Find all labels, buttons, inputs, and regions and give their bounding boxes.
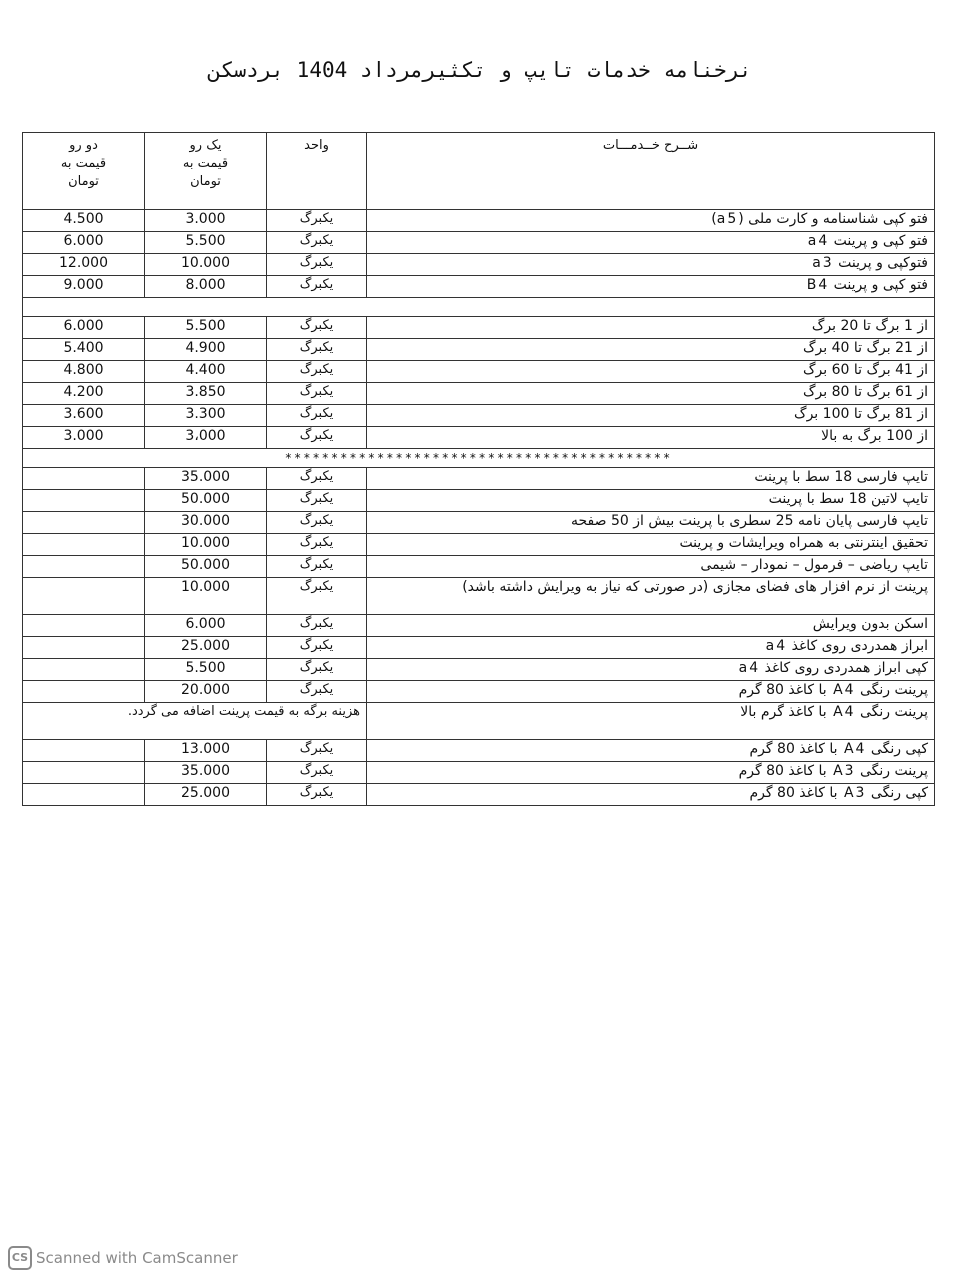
table-row (23, 762, 935, 784)
row-single-price: 10.000 (145, 578, 267, 615)
row-description: پرینت از نرم افزار های فضای مجازی (در صورتی که نیاز به ویرایش داشته باشد) (367, 578, 935, 615)
row-double-price (23, 784, 145, 806)
row-description: فتو کپی شناسنامه و کارت ملی (a5) (367, 210, 935, 232)
row-double-price (23, 740, 145, 762)
row-double-price: 9.000 (23, 276, 145, 298)
table-row (23, 534, 935, 556)
row-unit: یکبرگ (267, 427, 367, 449)
table-row (23, 659, 935, 681)
table-row (23, 383, 935, 405)
row-single-price: 10.000 (145, 534, 267, 556)
header-single-sided: یک رو قیمت به تومان (145, 133, 267, 210)
tier-rows (23, 317, 935, 449)
table-row (23, 615, 935, 637)
row-description: از 41 برگ تا 60 برگ (367, 361, 935, 383)
row-unit: یکبرگ (267, 339, 367, 361)
table-row (23, 361, 935, 383)
row-double-price: 4.800 (23, 361, 145, 383)
row-unit: یکبرگ (267, 762, 367, 784)
row-single-price: 50.000 (145, 490, 267, 512)
copy-rows (23, 210, 935, 298)
row-unit: یکبرگ (267, 317, 367, 339)
row-description: تایپ فارسی پایان نامه 25 سطری با پرینت بیش از 50 صفحه (367, 512, 935, 534)
row-unit: یکبرگ (267, 383, 367, 405)
row-description: تایپ لاتین 18 سط با پرینت (367, 490, 935, 512)
row-single-price: 25.000 (145, 784, 267, 806)
row-unit: یکبرگ (267, 740, 367, 762)
row-double-price: 4.200 (23, 383, 145, 405)
row-description: از 21 برگ تا 40 برگ (367, 339, 935, 361)
camscanner-watermark (8, 1246, 238, 1270)
row-description: کپی رنگی A3 با کاغذ 80 گرم (367, 784, 935, 806)
row-unit: یکبرگ (267, 276, 367, 298)
watermark-text: Scanned with CamScanner (36, 1249, 238, 1267)
service-rows (23, 468, 935, 703)
row-unit: یکبرگ (267, 512, 367, 534)
table-row (23, 490, 935, 512)
table-row (23, 681, 935, 703)
row-unit: یکبرگ (267, 254, 367, 276)
header-description: شــرح خــدمـــات (367, 133, 935, 210)
row-double-price (23, 762, 145, 784)
row-double-price: 3.000 (23, 427, 145, 449)
row-double-price (23, 637, 145, 659)
table-row (23, 637, 935, 659)
row-single-price: 3.000 (145, 210, 267, 232)
row-double-price: 3.600 (23, 405, 145, 427)
table-row (23, 468, 935, 490)
row-unit: یکبرگ (267, 637, 367, 659)
row-double-price (23, 659, 145, 681)
spacer-row (23, 298, 935, 317)
table-row (23, 339, 935, 361)
row-single-price: 3.300 (145, 405, 267, 427)
row-description: ابراز همدردی روی کاغذ a4 (367, 637, 935, 659)
row-single-price: 13.000 (145, 740, 267, 762)
table-row (23, 232, 935, 254)
table-row (23, 276, 935, 298)
header-unit: واحد (267, 133, 367, 210)
row-single-price: 10.000 (145, 254, 267, 276)
row-single-price: 5.500 (145, 232, 267, 254)
row-double-price (23, 468, 145, 490)
row-unit: یکبرگ (267, 468, 367, 490)
row-unit: یکبرگ (267, 232, 367, 254)
row-single-price: 5.500 (145, 659, 267, 681)
row-single-price: 3،000 (145, 427, 267, 449)
row-description: فتوکپی و پرینت a3 (367, 254, 935, 276)
row-unit: یکبرگ (267, 659, 367, 681)
color-rows (23, 740, 935, 806)
price-table (22, 132, 935, 806)
row-single-price: 35.000 (145, 468, 267, 490)
table-row (23, 740, 935, 762)
row-double-price (23, 681, 145, 703)
row-double-price: 4.500 (23, 210, 145, 232)
row-unit: یکبرگ (267, 534, 367, 556)
row-single-price: 30.000 (145, 512, 267, 534)
row-description: فتو کپی و پرینت a4 (367, 232, 935, 254)
row-description: فتو کپی و پرینت B4 (367, 276, 935, 298)
row-single-price: 6.000 (145, 615, 267, 637)
row-double-price: 6.000 (23, 317, 145, 339)
row-single-price: 8.000 (145, 276, 267, 298)
table-row (23, 405, 935, 427)
heavy-paper-description: پرینت رنگی A4 با کاغذ گرم بالا (367, 703, 935, 740)
row-double-price (23, 534, 145, 556)
row-description: تایپ ریاضی – فرمول – نمودار – شیمی (367, 556, 935, 578)
row-unit: یکبرگ (267, 681, 367, 703)
row-description: از 1 برگ تا 20 برگ (367, 317, 935, 339)
row-single-price: 35.000 (145, 762, 267, 784)
row-description: اسکن بدون ویرایش (367, 615, 935, 637)
row-description: تحقیق اینترنتی به همراه ویرایشات و پرینت (367, 534, 935, 556)
table-row (23, 512, 935, 534)
page-title: نرخنامه خدمات تایپ و تکثیرمرداد 1404 بردسکن (208, 58, 752, 82)
row-unit: یکبرگ (267, 615, 367, 637)
heavy-paper-note: هزینه برگه به قیمت پرینت اضافه می گردد. (23, 703, 367, 740)
row-description: کپی رنگی A4 با کاغذ 80 گرم (367, 740, 935, 762)
row-description: پرینت رنگی A3 با کاغذ 80 گرم (367, 762, 935, 784)
camscanner-logo-icon: CS (8, 1246, 32, 1270)
row-single-price: 20.000 (145, 681, 267, 703)
row-unit: یکبرگ (267, 578, 367, 615)
row-double-price (23, 578, 145, 615)
table-row (23, 317, 935, 339)
separator-row: ****************************************** (23, 449, 935, 468)
row-single-price: 50.000 (145, 556, 267, 578)
row-double-price: 5.400 (23, 339, 145, 361)
row-unit: یکبرگ (267, 210, 367, 232)
row-unit: یکبرگ (267, 361, 367, 383)
table-row (23, 210, 935, 232)
table-row (23, 556, 935, 578)
row-unit: یکبرگ (267, 490, 367, 512)
row-double-price: 6.000 (23, 232, 145, 254)
row-single-price: 4.400 (145, 361, 267, 383)
table-header-row (23, 133, 935, 210)
row-description: از 81 برگ تا 100 برگ (367, 405, 935, 427)
row-single-price: 25.000 (145, 637, 267, 659)
row-unit: یکبرگ (267, 405, 367, 427)
header-double-sided: دو رو قیمت به تومان (23, 133, 145, 210)
row-unit: یکبرگ (267, 556, 367, 578)
row-description: پرینت رنگی A4 با کاغذ 80 گرم (367, 681, 935, 703)
row-double-price (23, 615, 145, 637)
row-description: از 61 برگ تا 80 برگ (367, 383, 935, 405)
table-row (23, 784, 935, 806)
row-description: تایپ فارسی 18 سط با پرینت (367, 468, 935, 490)
row-unit: یکبرگ (267, 784, 367, 806)
table-row (23, 427, 935, 449)
heavy-paper-row (23, 703, 935, 740)
row-single-price: 5.500 (145, 317, 267, 339)
row-double-price (23, 556, 145, 578)
row-double-price (23, 512, 145, 534)
row-single-price: 4.900 (145, 339, 267, 361)
row-double-price: 12.000 (23, 254, 145, 276)
row-double-price (23, 490, 145, 512)
row-description: کپی ابراز همدردی روی کاغذ a4 (367, 659, 935, 681)
table-row (23, 578, 935, 615)
table-row (23, 254, 935, 276)
row-single-price: 3.850 (145, 383, 267, 405)
row-description: از 100 برگ به بالا (367, 427, 935, 449)
